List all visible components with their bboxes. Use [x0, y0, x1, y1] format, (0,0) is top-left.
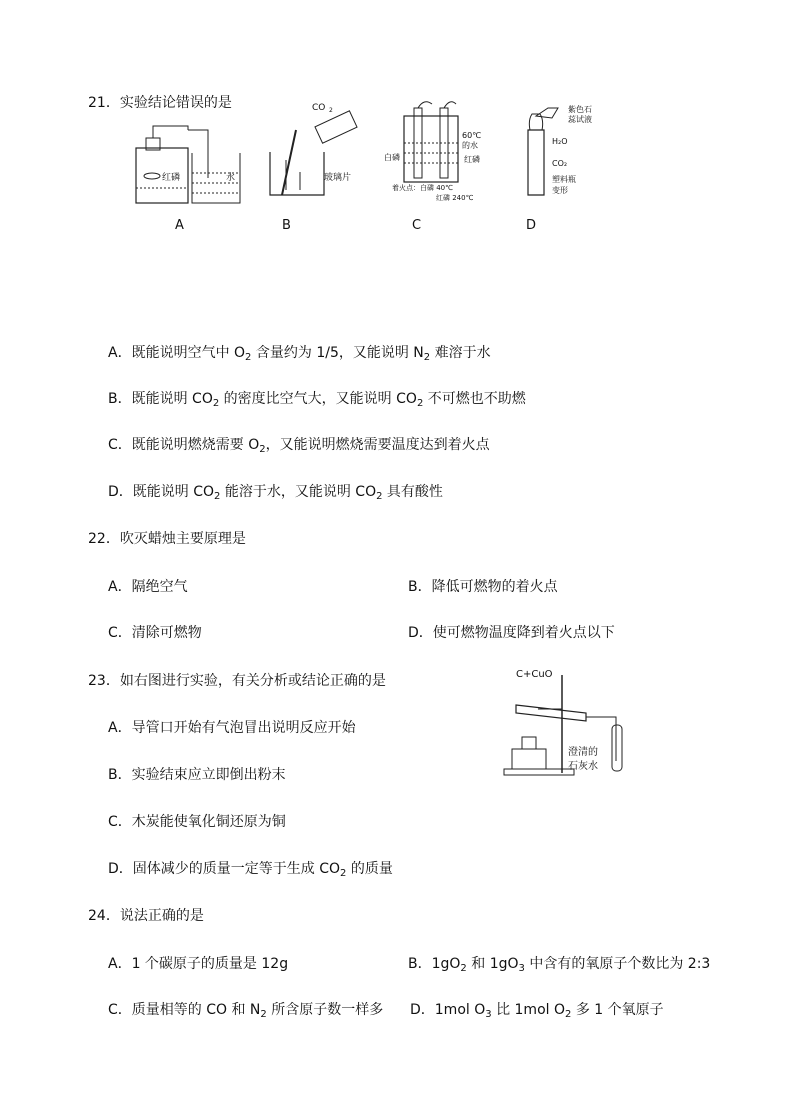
q22-option-b[interactable]: B．降低可燃物的着火点: [408, 579, 558, 595]
figure-q23-limewater-label: 澄清的: [568, 747, 598, 758]
figure-q23-limewater2-label: 石灰水: [568, 761, 598, 772]
figure-c-apparatus: [384, 98, 504, 203]
figure-c-ignition2-label: 红磷 240℃: [436, 194, 474, 202]
q24-option-c[interactable]: C．质量相等的 CO 和 $N_2$ 所含原子数一样多: [108, 1002, 384, 1020]
figure-a-water-label: 水: [226, 173, 236, 183]
figure-d-co2-label: CO₂: [552, 159, 568, 168]
q23-option-d[interactable]: D．固体减少的质量一定等于生成 $CO_2$ 的质量: [108, 861, 393, 879]
figure-a-phosphorus-label: 红磷: [162, 173, 181, 183]
figure-c-white-p-label: 白磷: [384, 153, 400, 162]
figure-d-litmus-label: 紫色石: [568, 105, 592, 114]
figure-d-h2o-label: H₂O: [552, 137, 568, 146]
figure-b-apparatus: [262, 100, 372, 200]
figure-a-apparatus: [128, 118, 248, 208]
q22-option-c[interactable]: C．清除可燃物: [108, 625, 202, 641]
figure-c-red-p-label: 红磷: [464, 155, 480, 164]
q24-option-d[interactable]: D．1mol $O_3$ 比 1mol $O_2$ 多 1 个氧原子: [410, 1002, 664, 1020]
figure-label-d: D: [526, 218, 537, 233]
figure-d-bottle2-label: 变形: [552, 186, 568, 195]
figure-q23-apparatus: [498, 665, 648, 783]
q21-option-c[interactable]: C．既能说明燃烧需要 $O_2$，又能说明燃烧需要温度达到着火点: [108, 437, 490, 455]
q24-option-a[interactable]: A．1 个碳原子的质量是 12g: [108, 956, 289, 972]
figure-b-gas-subscript: 2: [329, 107, 333, 114]
q24-option-b[interactable]: B．$1gO_2$ 和 $1gO_3$ 中含有的氧原子个数比为 2:3: [408, 956, 711, 974]
figure-q23-reagent-label: C+CuO: [516, 669, 553, 680]
q23-option-b[interactable]: B．实验结束应立即倒出粉末: [108, 767, 286, 783]
figure-b-plate-label: 玻璃片: [324, 173, 352, 183]
q21-option-d[interactable]: D．既能说明 $CO_2$ 能溶于水，又能说明 $CO_2$ 具有酸性: [108, 484, 443, 502]
figure-label-b: B: [282, 218, 291, 233]
q22-option-d[interactable]: D．使可燃物温度降到着火点以下: [408, 625, 615, 641]
q21-stem: 21．实验结论错误的是: [88, 95, 232, 111]
q24-stem: 24．说法正确的是: [88, 908, 204, 924]
figure-label-c: C: [412, 218, 422, 233]
q21-option-a[interactable]: A．既能说明空气中 $O_2$ 含量约为 1/5，又能说明 $N_2$ 难溶于水: [108, 345, 491, 363]
q23-option-c[interactable]: C．木炭能使氧化铜还原为铜: [108, 814, 286, 830]
figure-c-water-label: 的水: [462, 141, 478, 150]
q23-stem: 23．如右图进行实验，有关分析或结论正确的是: [88, 673, 386, 689]
figure-d-litmus2-label: 蕊试液: [568, 115, 592, 124]
figure-c-ignition-label: 着火点：白磷 40℃: [392, 184, 453, 192]
figure-label-a: A: [175, 218, 184, 233]
q23-option-a[interactable]: A．导管口开始有气泡冒出说明反应开始: [108, 720, 356, 736]
figure-d-apparatus: [514, 100, 624, 200]
figure-c-water-temp: 60℃: [462, 131, 482, 140]
figure-d-bottle-label: 塑料瓶: [552, 175, 576, 184]
q21-option-b[interactable]: B．既能说明 $CO_2$ 的密度比空气大，又能说明 $CO_2$ 不可燃也不助燃: [108, 391, 526, 409]
q22-option-a[interactable]: A．隔绝空气: [108, 579, 188, 595]
q22-stem: 22．吹灭蜡烛主要原理是: [88, 531, 246, 547]
figure-b-gas-label: CO: [312, 103, 326, 113]
